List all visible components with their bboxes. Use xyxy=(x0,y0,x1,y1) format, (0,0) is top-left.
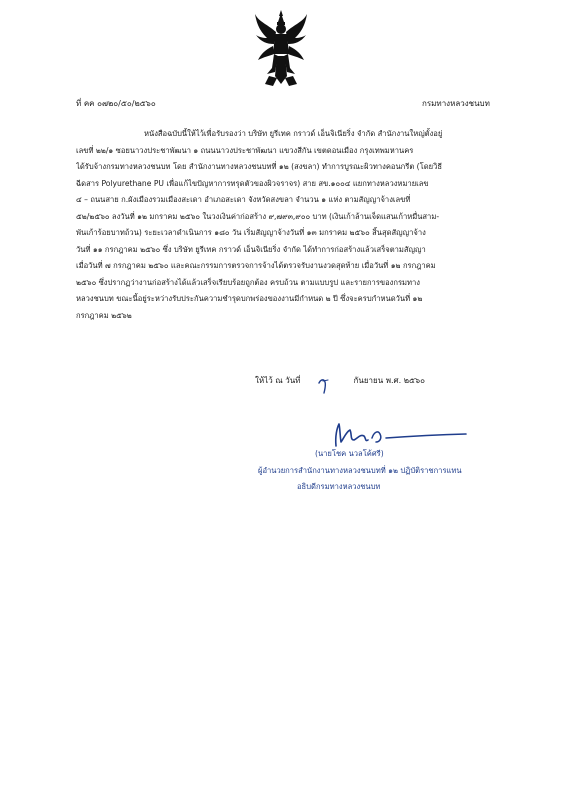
garuda-emblem-icon xyxy=(253,10,309,88)
issue-date-prefix: ให้ไว้ ณ วันที่ xyxy=(255,376,301,385)
body-line: ๒๕๖๐ ซึ่งปรากฏว่างานก่อสร้างได้แล้วเสร็จเรียบร้อยถูกต้อง ครบถ้วน ตามแบบรูป และรายการของกรมทาง xyxy=(76,277,421,287)
signature-mark xyxy=(330,416,470,452)
body-line: กรกฎาคม ๒๕๖๒ xyxy=(76,310,132,320)
body-line: ๔ – ถนนสาย ก.ผังเมืองรวมเมืองสะเดา อำเภอสะเดา จังหวัดสงขลา จำนวน ๑ แห่ง ตามสัญญาจ้างเลขที่ xyxy=(76,195,411,204)
issue-date-suffix: กันยายน พ.ศ. ๒๕๖๐ xyxy=(353,376,425,385)
body-line: พันเก้าร้อยบาทถ้วน) ระยะเวลาดำเนินการ ๑๘๐ วัน เริ่มสัญญาจ้างวันที่ ๑๓ มกราคม ๒๕๖๐ สิ้นสุดสัญญาจ้าง xyxy=(76,228,426,237)
body-line: เมื่อวันที่ ๗ กรกฎาคม ๒๕๖๐ และคณะกรรมการตรวจการจ้างได้ตรวจรับงานงวดสุดท้าย เมื่อวันที่ ๑๒ กรกฎาคม xyxy=(76,261,436,270)
signatory-subtitle: อธิบดีกรมทางหลวงชนบท xyxy=(297,482,381,491)
body-line: หนังสือฉบับนี้ให้ไว้เพื่อรับรองว่า บริษัท ยูรีเทค กราวด์ เอ็นจิเนียริ่ง จำกัด สำนักงานใหญ่ตั้งอยู่ xyxy=(144,129,443,138)
certificate-body xyxy=(76,126,503,324)
reference-number: ที่ คค ๐๗๒๐/๕๐/๒๕๖๐ xyxy=(76,99,156,108)
body-line: ได้รับจ้างกรมทางหลวงชนบท โดย สำนักงานทางหลวงชนบทที่ ๑๒ (สงขลา) ทำการบูรณะผิวทางคอนกรีต (โดยวิธี xyxy=(76,162,442,171)
body-line: ฉีดสาร Polyurethane PU เพื่อแก้ไขปัญหาการทรุดตัวของผิวจราจร) สาย สข.๑๐๐๔ แยกทางหลวงหมายเลข xyxy=(76,178,429,188)
signatory-name: (นายโชค นวลโค้ศรี) xyxy=(315,449,384,458)
issue-date xyxy=(255,374,425,387)
signatory-title: ผู้อำนวยการสำนักงานทางหลวงชนบทที่ ๑๒ ปฏิบัติราชการแทน xyxy=(258,466,462,475)
body-line: เลขที่ ๒๒/๑ ซอยนาวงประชาพัฒนา ๑ ถนนนาวงประชาพัฒนา แขวงสีกัน เขตดอนเมือง กรุงเทพมหานคร xyxy=(76,145,414,155)
department-name: กรมทางหลวงชนบท xyxy=(422,99,490,108)
body-line: ๕๒/๒๕๖๐ ลงวันที่ ๑๒ มกราคม ๒๕๖๐ ในวงเงินค่าก่อสร้าง ๙,๗๙๓,๙๐๐ บาท (เงินเก้าล้านเจ็ดแสนเก้าหมื่นสาม- xyxy=(76,211,440,221)
body-line: วันที่ ๑๑ กรกฎาคม ๒๕๖๐ ซึ่ง บริษัท ยูรีเทค กราวด์ เอ็นจิเนียริ่ง จำกัด ได้ทำการก่อสร้างแล้วเสร็จตามสัญญา xyxy=(76,244,426,254)
body-line: หลวงชนบท ขณะนี้อยู่ระหว่างรับประกันความชำรุดบกพร่องของงานมีกำหนด ๒ ปี ซึ่งจะครบกำหนดวันที่ ๑๒ xyxy=(76,294,423,303)
handwritten-day-mark xyxy=(317,377,331,395)
